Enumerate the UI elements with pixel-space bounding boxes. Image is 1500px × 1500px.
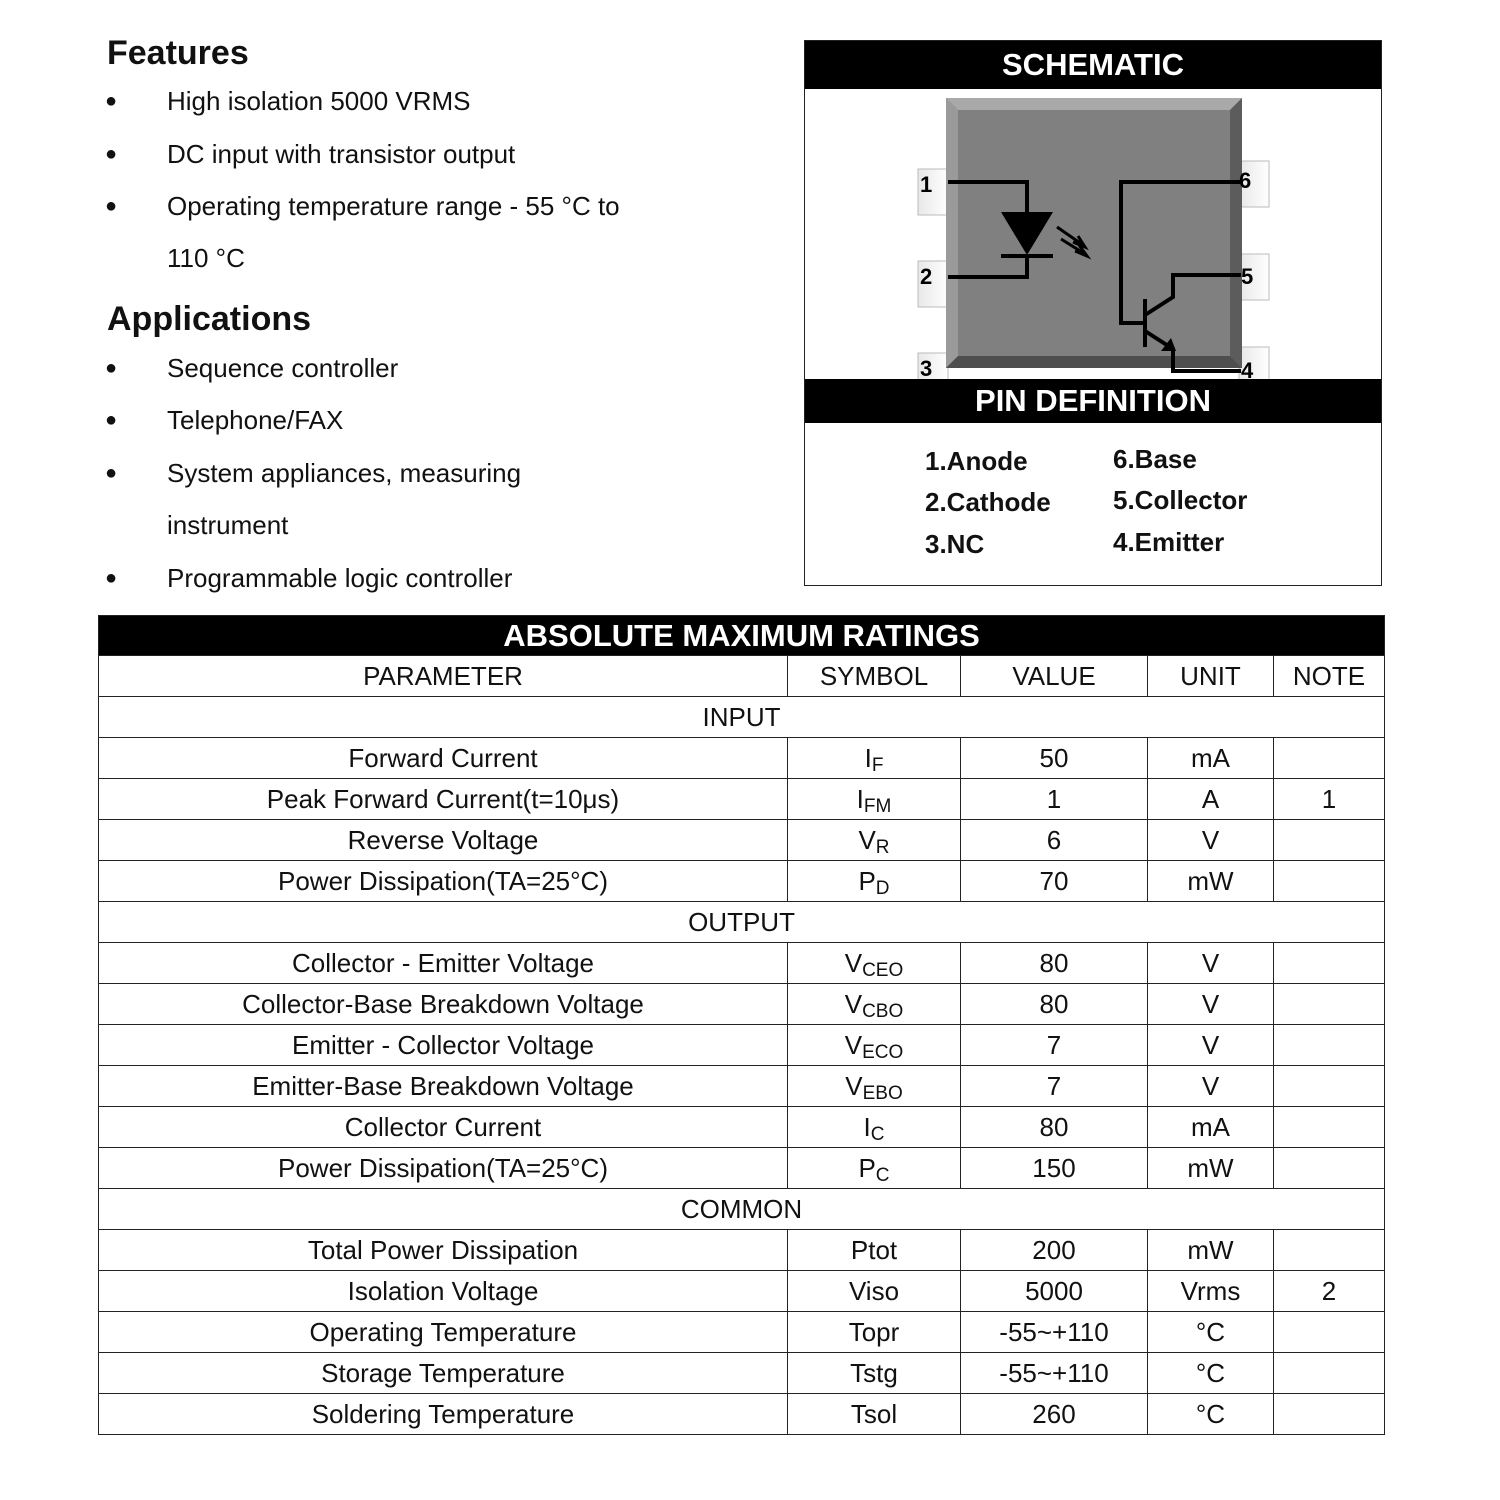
application-text-continued: instrument bbox=[167, 510, 289, 540]
symbol-main: Topr bbox=[848, 1316, 900, 1347]
pin-def-item: 1.Anode bbox=[925, 446, 1028, 476]
unit-cell: V bbox=[1148, 984, 1274, 1025]
parameter-cell: Emitter-Base Breakdown Voltage bbox=[99, 1066, 788, 1107]
column-header: VALUE bbox=[961, 656, 1148, 697]
unit-cell: mW bbox=[1148, 861, 1274, 902]
schematic-panel bbox=[804, 40, 1382, 586]
table-row bbox=[99, 943, 1385, 984]
feature-text: DC input with transistor output bbox=[167, 139, 516, 169]
parameter-cell: Power Dissipation(TA=25°C) bbox=[99, 861, 788, 902]
parameter-cell: Total Power Dissipation bbox=[99, 1230, 788, 1271]
unit-cell: Vrms bbox=[1148, 1271, 1274, 1312]
note-cell bbox=[1274, 1312, 1385, 1353]
symbol-main: P bbox=[858, 1152, 876, 1183]
ratings-body bbox=[99, 697, 1385, 1435]
pin-number: 4 bbox=[1241, 358, 1254, 379]
unit-cell: V bbox=[1148, 1025, 1274, 1066]
note-cell bbox=[1274, 1025, 1385, 1066]
column-header: NOTE bbox=[1274, 656, 1385, 697]
symbol-cell bbox=[788, 1066, 961, 1107]
unit-cell: °C bbox=[1148, 1353, 1274, 1394]
pin-def-item: 2.Cathode bbox=[925, 487, 1051, 517]
section-row bbox=[99, 697, 1385, 738]
chip-face bbox=[958, 110, 1230, 356]
unit-cell: °C bbox=[1148, 1394, 1274, 1435]
bullet-icon: ● bbox=[105, 462, 118, 484]
column-header: UNIT bbox=[1148, 656, 1274, 697]
absolute-max-ratings-table bbox=[98, 615, 1385, 1435]
value-cell: 50 bbox=[961, 738, 1148, 779]
schematic-title: SCHEMATIC bbox=[805, 41, 1381, 89]
value-cell: 7 bbox=[961, 1066, 1148, 1107]
symbol-cell bbox=[788, 779, 961, 820]
symbol-subscript: FM bbox=[863, 795, 892, 817]
symbol-cell bbox=[788, 1107, 961, 1148]
pin-definition-title: PIN DEFINITION bbox=[805, 379, 1381, 423]
table-row bbox=[99, 1066, 1385, 1107]
table-row bbox=[99, 1394, 1385, 1435]
column-header: SYMBOL bbox=[788, 656, 961, 697]
section-label: OUTPUT bbox=[99, 902, 1385, 943]
symbol-cell bbox=[788, 861, 961, 902]
symbol-subscript: D bbox=[875, 877, 890, 899]
value-cell: 1 bbox=[961, 779, 1148, 820]
table-row bbox=[99, 861, 1385, 902]
unit-cell: °C bbox=[1148, 1312, 1274, 1353]
note-cell bbox=[1274, 1394, 1385, 1435]
features-heading: Features bbox=[107, 34, 249, 72]
pin-number: 5 bbox=[1241, 264, 1254, 289]
symbol-cell bbox=[788, 1394, 961, 1435]
note-cell bbox=[1274, 820, 1385, 861]
unit-cell: mA bbox=[1148, 1107, 1274, 1148]
symbol-cell bbox=[788, 1230, 961, 1271]
table-row bbox=[99, 820, 1385, 861]
table-row bbox=[99, 779, 1385, 820]
symbol-cell bbox=[788, 1271, 961, 1312]
unit-cell: mW bbox=[1148, 1230, 1274, 1271]
feature-text: High isolation 5000 VRMS bbox=[167, 86, 471, 116]
value-cell: 7 bbox=[961, 1025, 1148, 1066]
bullet-icon: ● bbox=[105, 195, 118, 217]
parameter-cell: Forward Current bbox=[99, 738, 788, 779]
unit-cell: A bbox=[1148, 779, 1274, 820]
section-row bbox=[99, 1189, 1385, 1230]
value-cell: 80 bbox=[961, 943, 1148, 984]
applications-heading: Applications bbox=[107, 300, 312, 338]
parameter-cell: Collector Current bbox=[99, 1107, 788, 1148]
value-cell: 5000 bbox=[961, 1271, 1148, 1312]
feature-text: Operating temperature range - 55 °C to bbox=[167, 191, 620, 221]
pin-number: 6 bbox=[1239, 168, 1252, 193]
chip-bevel-bottom bbox=[946, 356, 1242, 368]
symbol-cell bbox=[788, 1353, 961, 1394]
table-row bbox=[99, 1312, 1385, 1353]
parameter-cell: Operating Temperature bbox=[99, 1312, 788, 1353]
table-title: ABSOLUTE MAXIMUM RATINGS bbox=[99, 616, 1385, 656]
optocoupler-diagram bbox=[805, 89, 1381, 379]
bullet-icon: ● bbox=[105, 409, 118, 431]
value-cell: 6 bbox=[961, 820, 1148, 861]
bullet-icon: ● bbox=[105, 143, 118, 165]
table-row bbox=[99, 1271, 1385, 1312]
symbol-subscript: CEO bbox=[862, 959, 904, 981]
parameter-cell: Soldering Temperature bbox=[99, 1394, 788, 1435]
application-text: System appliances, measuring bbox=[167, 458, 522, 488]
value-cell: 150 bbox=[961, 1148, 1148, 1189]
pin-def-item: 3.NC bbox=[925, 529, 985, 559]
symbol-cell bbox=[788, 1312, 961, 1353]
symbol-main: V bbox=[844, 1029, 863, 1060]
parameter-cell: Power Dissipation(TA=25°C) bbox=[99, 1148, 788, 1189]
symbol-main: I bbox=[863, 1111, 871, 1142]
value-cell: 80 bbox=[961, 1107, 1148, 1148]
unit-cell: mW bbox=[1148, 1148, 1274, 1189]
table-row bbox=[99, 1025, 1385, 1066]
symbol-subscript: C bbox=[875, 1164, 890, 1186]
note-cell bbox=[1274, 1148, 1385, 1189]
pin-def-item: 4.Emitter bbox=[1113, 527, 1225, 557]
symbol-main: V bbox=[858, 824, 876, 855]
symbol-subscript: ECO bbox=[862, 1041, 904, 1063]
pin-number: 1 bbox=[920, 172, 933, 197]
symbol-main: V bbox=[845, 1070, 863, 1101]
section-label: INPUT bbox=[99, 697, 1385, 738]
table-row bbox=[99, 1353, 1385, 1394]
symbol-main: P bbox=[858, 865, 876, 896]
parameter-cell: Storage Temperature bbox=[99, 1353, 788, 1394]
note-cell bbox=[1274, 1107, 1385, 1148]
value-cell: -55~+110 bbox=[961, 1312, 1148, 1353]
symbol-cell bbox=[788, 984, 961, 1025]
symbol-main: Tsol bbox=[850, 1398, 898, 1429]
bullet-icon: ● bbox=[105, 357, 118, 379]
pin-number: 3 bbox=[920, 356, 933, 379]
symbol-cell bbox=[788, 1025, 961, 1066]
unit-cell: mA bbox=[1148, 738, 1274, 779]
table-row bbox=[99, 1148, 1385, 1189]
symbol-main: I bbox=[856, 783, 864, 814]
symbol-main: V bbox=[844, 947, 863, 978]
symbol-subscript: C bbox=[870, 1123, 885, 1145]
symbol-main: Ptot bbox=[850, 1234, 898, 1265]
application-text: Programmable logic controller bbox=[167, 563, 513, 593]
note-cell: 2 bbox=[1274, 1271, 1385, 1312]
symbol-cell bbox=[788, 943, 961, 984]
note-cell bbox=[1274, 1230, 1385, 1271]
symbol-cell bbox=[788, 1148, 961, 1189]
bullet-icon: ● bbox=[105, 90, 118, 112]
symbol-cell bbox=[788, 738, 961, 779]
bullet-icon: ● bbox=[105, 567, 118, 589]
column-header: PARAMETER bbox=[99, 656, 788, 697]
parameter-cell: Collector-Base Breakdown Voltage bbox=[99, 984, 788, 1025]
symbol-main: Viso bbox=[848, 1275, 900, 1306]
value-cell: 260 bbox=[961, 1394, 1148, 1435]
note-cell bbox=[1274, 943, 1385, 984]
unit-cell: V bbox=[1148, 943, 1274, 984]
parameter-cell: Collector - Emitter Voltage bbox=[99, 943, 788, 984]
symbol-main: I bbox=[864, 742, 872, 773]
chip-bevel-right bbox=[1230, 98, 1242, 368]
pin-number: 2 bbox=[920, 264, 933, 289]
chip-bevel-top bbox=[946, 98, 1242, 110]
note-cell bbox=[1274, 738, 1385, 779]
note-cell bbox=[1274, 861, 1385, 902]
parameter-cell: Emitter - Collector Voltage bbox=[99, 1025, 788, 1066]
table-row bbox=[99, 984, 1385, 1025]
symbol-subscript: F bbox=[871, 754, 884, 776]
application-text: Sequence controller bbox=[167, 353, 399, 383]
section-label: COMMON bbox=[99, 1189, 1385, 1230]
chip-bevel-left bbox=[946, 98, 958, 368]
unit-cell: V bbox=[1148, 1066, 1274, 1107]
table-row bbox=[99, 1107, 1385, 1148]
symbol-main: Tstg bbox=[850, 1357, 898, 1388]
parameter-cell: Isolation Voltage bbox=[99, 1271, 788, 1312]
note-cell bbox=[1274, 984, 1385, 1025]
symbol-subscript: R bbox=[875, 836, 890, 858]
note-cell: 1 bbox=[1274, 779, 1385, 820]
value-cell: 80 bbox=[961, 984, 1148, 1025]
feature-text-continued: 110 °C bbox=[167, 243, 245, 273]
symbol-cell bbox=[788, 820, 961, 861]
pin-def-item: 6.Base bbox=[1113, 444, 1197, 474]
parameter-cell: Peak Forward Current(t=10μs) bbox=[99, 779, 788, 820]
application-text: Telephone/FAX bbox=[167, 405, 344, 435]
value-cell: -55~+110 bbox=[961, 1353, 1148, 1394]
symbol-subscript: EBO bbox=[862, 1082, 903, 1104]
note-cell bbox=[1274, 1066, 1385, 1107]
section-row bbox=[99, 902, 1385, 943]
value-cell: 70 bbox=[961, 861, 1148, 902]
note-cell bbox=[1274, 1353, 1385, 1394]
symbol-main: V bbox=[844, 988, 863, 1019]
pin-def-item: 5.Collector bbox=[1113, 485, 1248, 515]
unit-cell: V bbox=[1148, 820, 1274, 861]
parameter-cell: Reverse Voltage bbox=[99, 820, 788, 861]
value-cell: 200 bbox=[961, 1230, 1148, 1271]
symbol-subscript: CBO bbox=[862, 1000, 904, 1022]
table-row bbox=[99, 1230, 1385, 1271]
table-row bbox=[99, 738, 1385, 779]
